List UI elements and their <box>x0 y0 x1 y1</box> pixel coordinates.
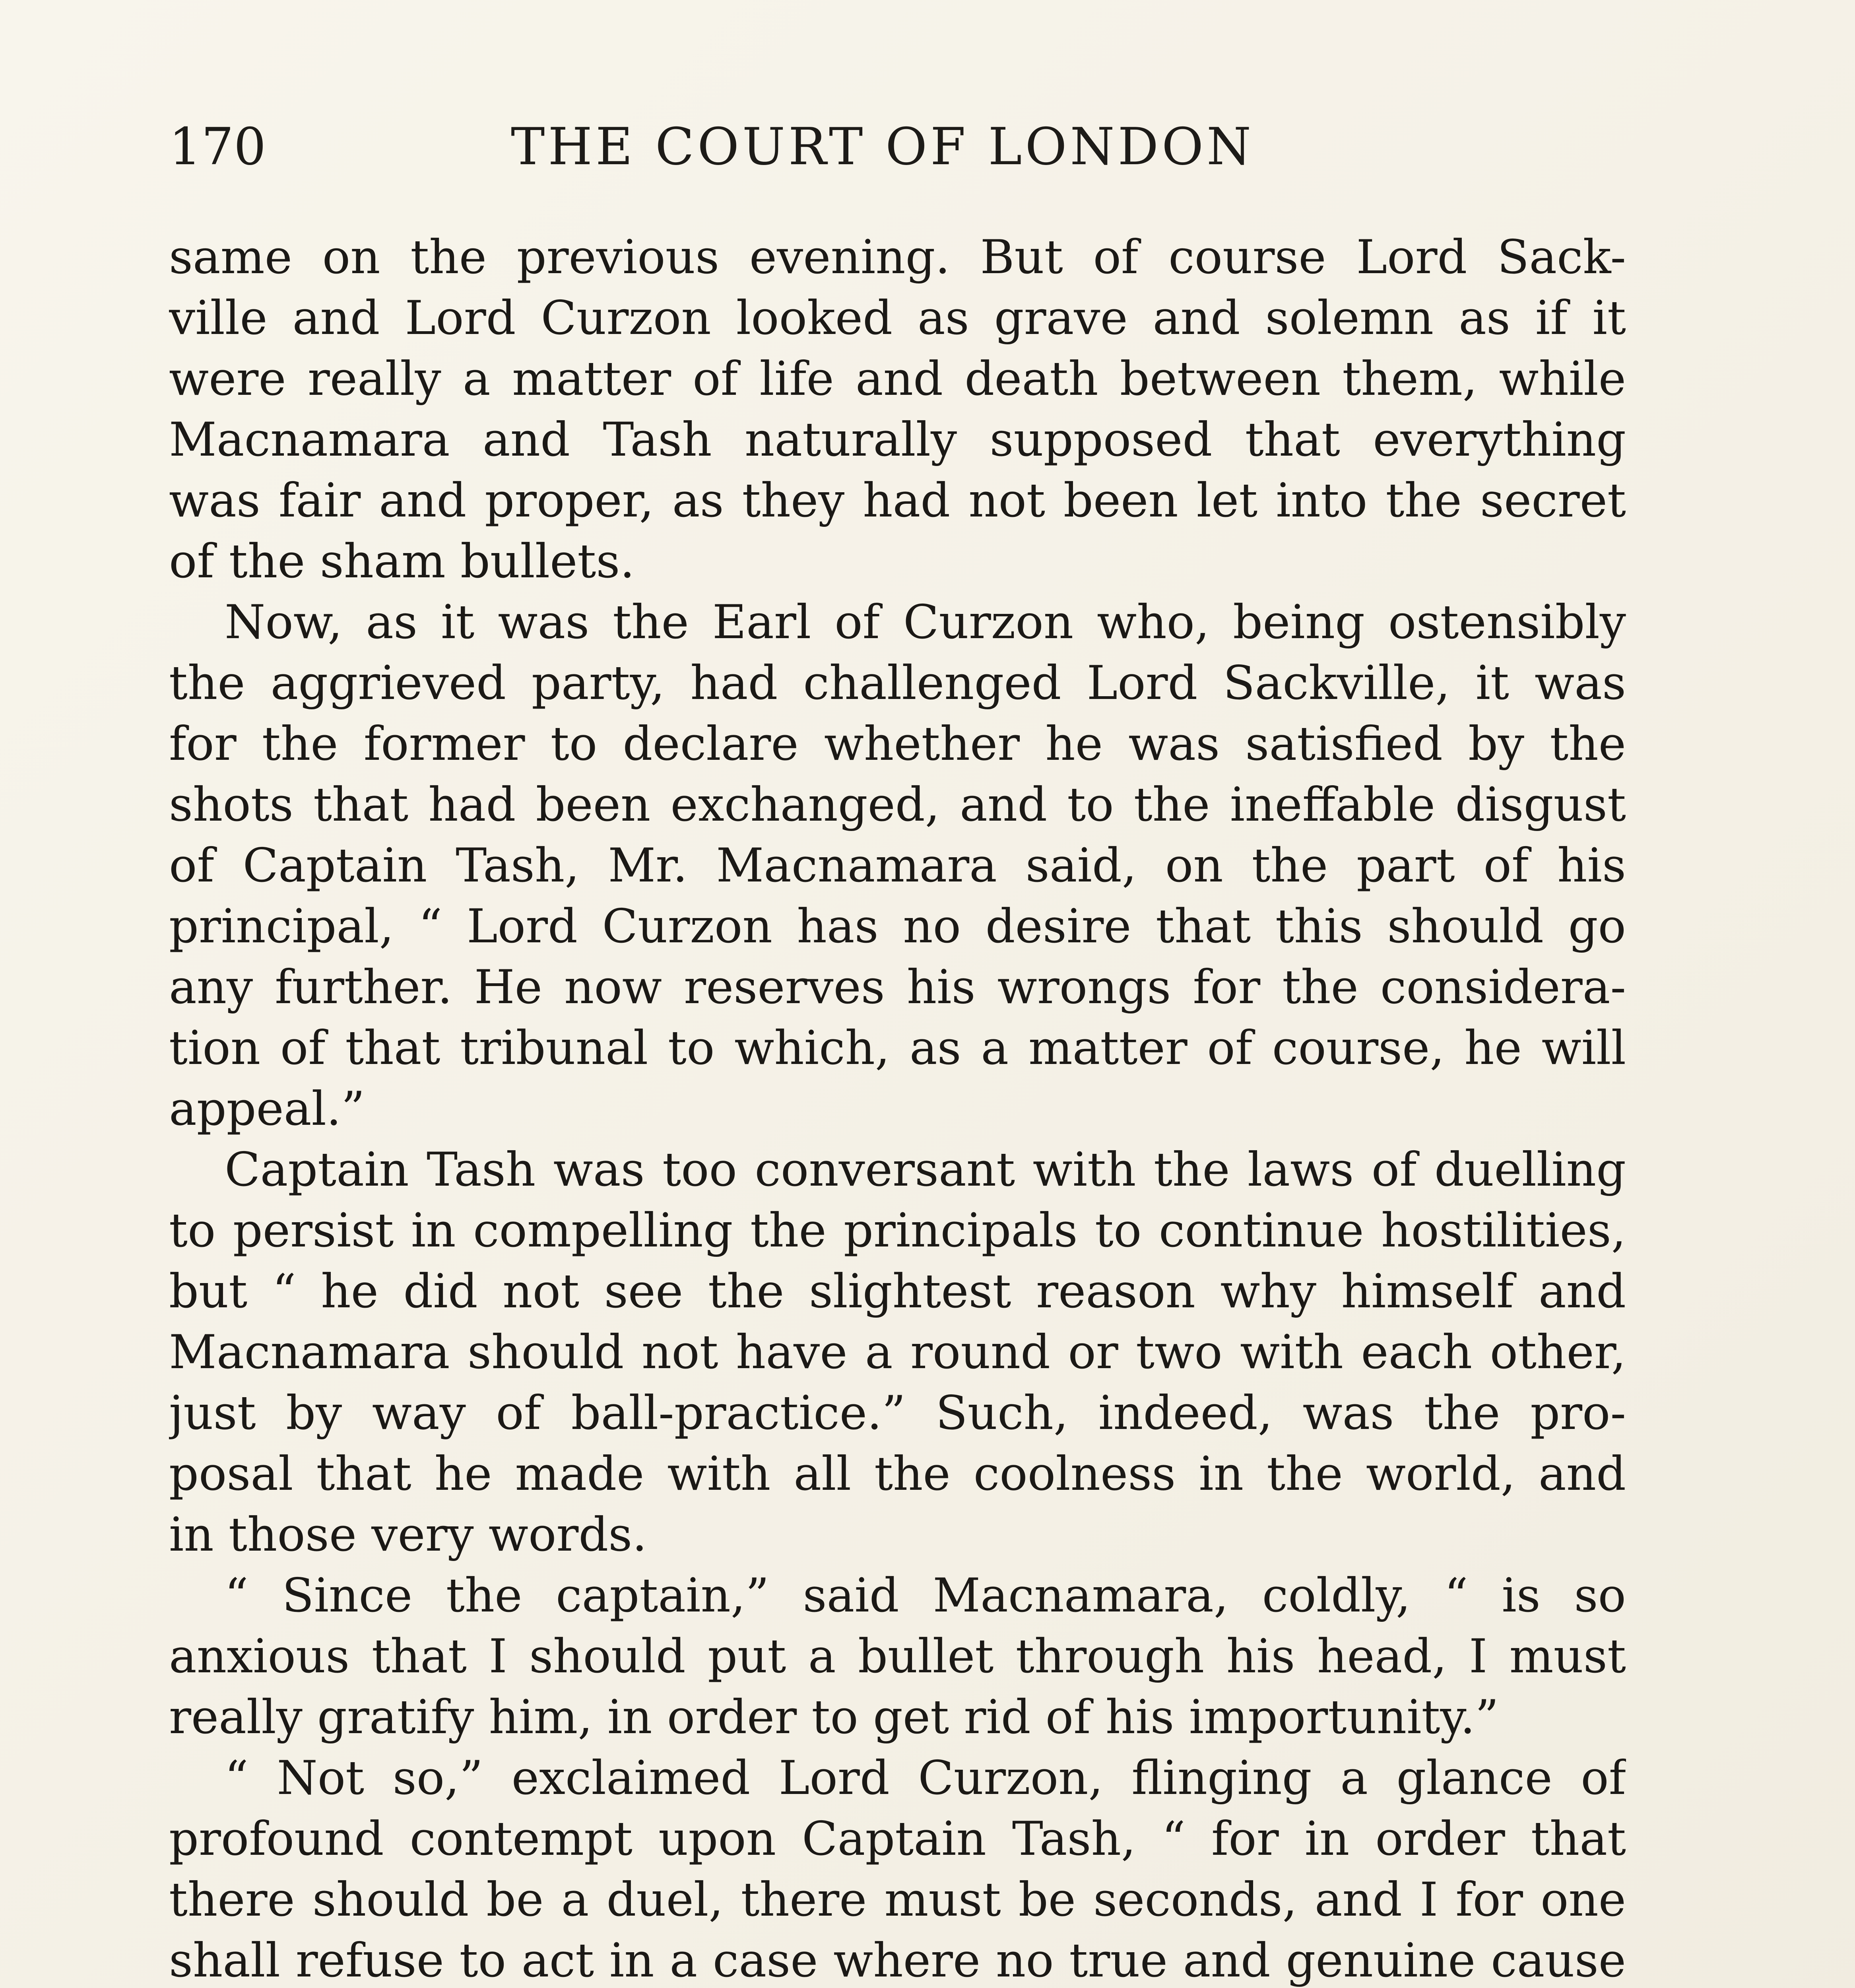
text-line: Macnamara and Tash naturally supposed that everything <box>169 412 1626 467</box>
text-line: any further. He now reserves his wrongs for the considera- <box>169 960 1626 1014</box>
text-line: principal, “ Lord Curzon has no desire that this should go <box>169 899 1626 953</box>
text-line: Macnamara should not have a round or two with each other, <box>169 1325 1626 1379</box>
text-line: tion of that tribunal to which, as a matter of course, he will <box>169 1021 1626 1075</box>
text-line: of the sham bullets. <box>169 534 635 588</box>
text-line: for the former to declare whether he was satisfied by the <box>169 716 1626 771</box>
text-line: really gratify him, in order to get rid of his importunity.” <box>169 1690 1499 1744</box>
text-line: Captain Tash was too conversant with the laws of duelling <box>225 1142 1626 1197</box>
text-line: shall refuse to act in a case where no true and genuine cause <box>169 1933 1626 1988</box>
text-line: shots that had been exchanged, and to the ineffable disgust <box>169 777 1626 832</box>
text-line: same on the previous evening. But of course Lord Sack- <box>169 230 1626 284</box>
text-line: appeal.” <box>169 1081 365 1136</box>
text-line: the aggrieved party, had challenged Lord Sackville, it was <box>169 656 1626 710</box>
text-line: to persist in compelling the principals to continue hostilities, <box>169 1203 1626 1258</box>
text-line: but “ he did not see the slightest reason why himself and <box>169 1264 1626 1318</box>
text-line: in those very words. <box>169 1507 647 1562</box>
page-number: 170 <box>169 117 266 177</box>
text-line: “ Not so,” exclaimed Lord Curzon, flinging a glance of <box>225 1751 1626 1805</box>
text-line: just by way of ball-practice.” Such, indeed, was the pro- <box>169 1386 1626 1440</box>
text-line: of Captain Tash, Mr. Macnamara said, on the part of his <box>169 838 1626 893</box>
text-line: Now, as it was the Earl of Curzon who, being ostensibly <box>225 595 1626 649</box>
text-line: were really a matter of life and death between them, while <box>169 351 1626 406</box>
text-line: there should be a duel, there must be seconds, and I for one <box>169 1872 1626 1927</box>
text-line: “ Since the captain,” said Macnamara, coldly, “ is so <box>225 1568 1626 1623</box>
text-line: profound contempt upon Captain Tash, “ for in order that <box>169 1811 1626 1866</box>
book-title: THE COURT OF LONDON <box>511 117 1254 177</box>
body-text <box>169 227 1626 1988</box>
text-line: ville and Lord Curzon looked as grave and solemn as if it <box>169 291 1626 345</box>
running-head <box>169 115 1616 179</box>
text-line: posal that he made with all the coolness in the world, and <box>169 1446 1626 1501</box>
text-line: was fair and proper, as they had not been let into the secret <box>169 473 1626 528</box>
text-line: anxious that I should put a bullet through his head, I must <box>169 1629 1626 1683</box>
